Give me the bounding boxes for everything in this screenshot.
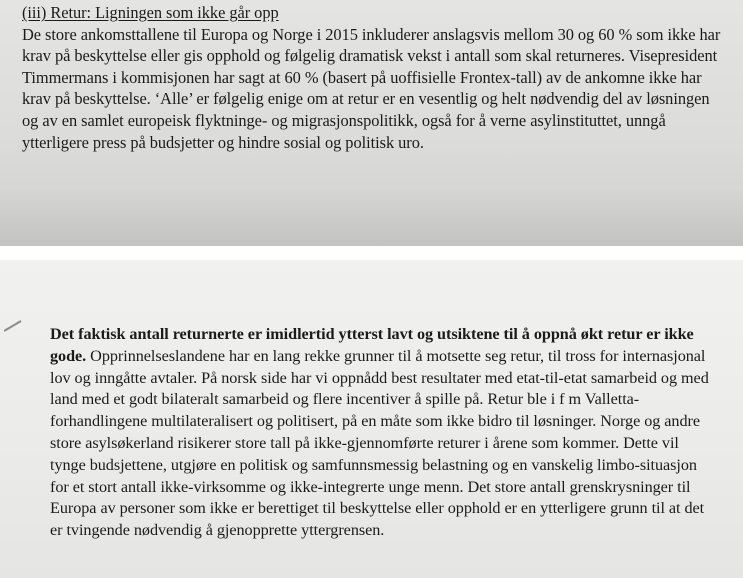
text-block-top	[22, 2, 728, 153]
body-paragraph: Opprinnelseslandene har en lang rekke grunner til å motsette seg retur, til tross for internasjonal lov og inngåtte avtaler. På norsk side har vi oppnådd best resultater med etat-til-etat samarbeid og med land med et godt bilateralt samarbeid og flere incentiver å spille på. Retur ble i f m Valletta-forhandlingene multilateralisert og politisert, på en måte som ikke bidro til løsninger. Norge og andre store asylsøkerland risikerer store tall på ikke-gjennomførte returer i årene som kommer. Dette vil tynge budsjettene, utgjøre en politisk og samfunnsmessig belastning og en vanskelig limbo-situasjon for et stort antall ikke-virksomme og ikke-integrerte unge menn. Det store antall grenskrysninger til Europa av personer som ikke er berettiget til beskyttelse eller opphold er en ytterligere grunn til at det er tvingende nødvendig å gjenopprette yttergrensen.	[50, 346, 709, 540]
section-heading: (iii) Retur: Ligningen som ikke går opp	[22, 3, 279, 22]
page-gap	[0, 246, 743, 260]
lead-sentence: Det faktisk antall returnerte er imidlertid ytterst lavt og utsiktene til å oppnå økt retur er ikke gode.	[50, 325, 694, 365]
section-paragraph: De store ankomsttallene til Europa og Norge i 2015 inkluderer anslagsvis mellom 30 og 60 % som ikke har krav på beskyttelse eller gis opphold og følgelig dramatisk vekst i antall som skal returneres. Visepresident Timmermans i kommisjonen har sagt at 60 % (basert på uoffisielle Frontex-tall) av de ankomne ikke har krav på beskyttelse. ‘Alle’ er følgelig enige om at retur er en vesentlig og helt nødvendig del av løsningen og av en samlet europeisk flyktninge- og migrasjonspolitikk, også for å verne asylinstituttet, unngå ytterligere press på budsjetter og hindre sosial og politisk uro.	[22, 24, 721, 152]
document-page-top	[0, 0, 743, 246]
text-block-bottom	[50, 324, 710, 542]
document-page-bottom	[0, 260, 743, 578]
corner-fold-mark	[4, 320, 22, 332]
